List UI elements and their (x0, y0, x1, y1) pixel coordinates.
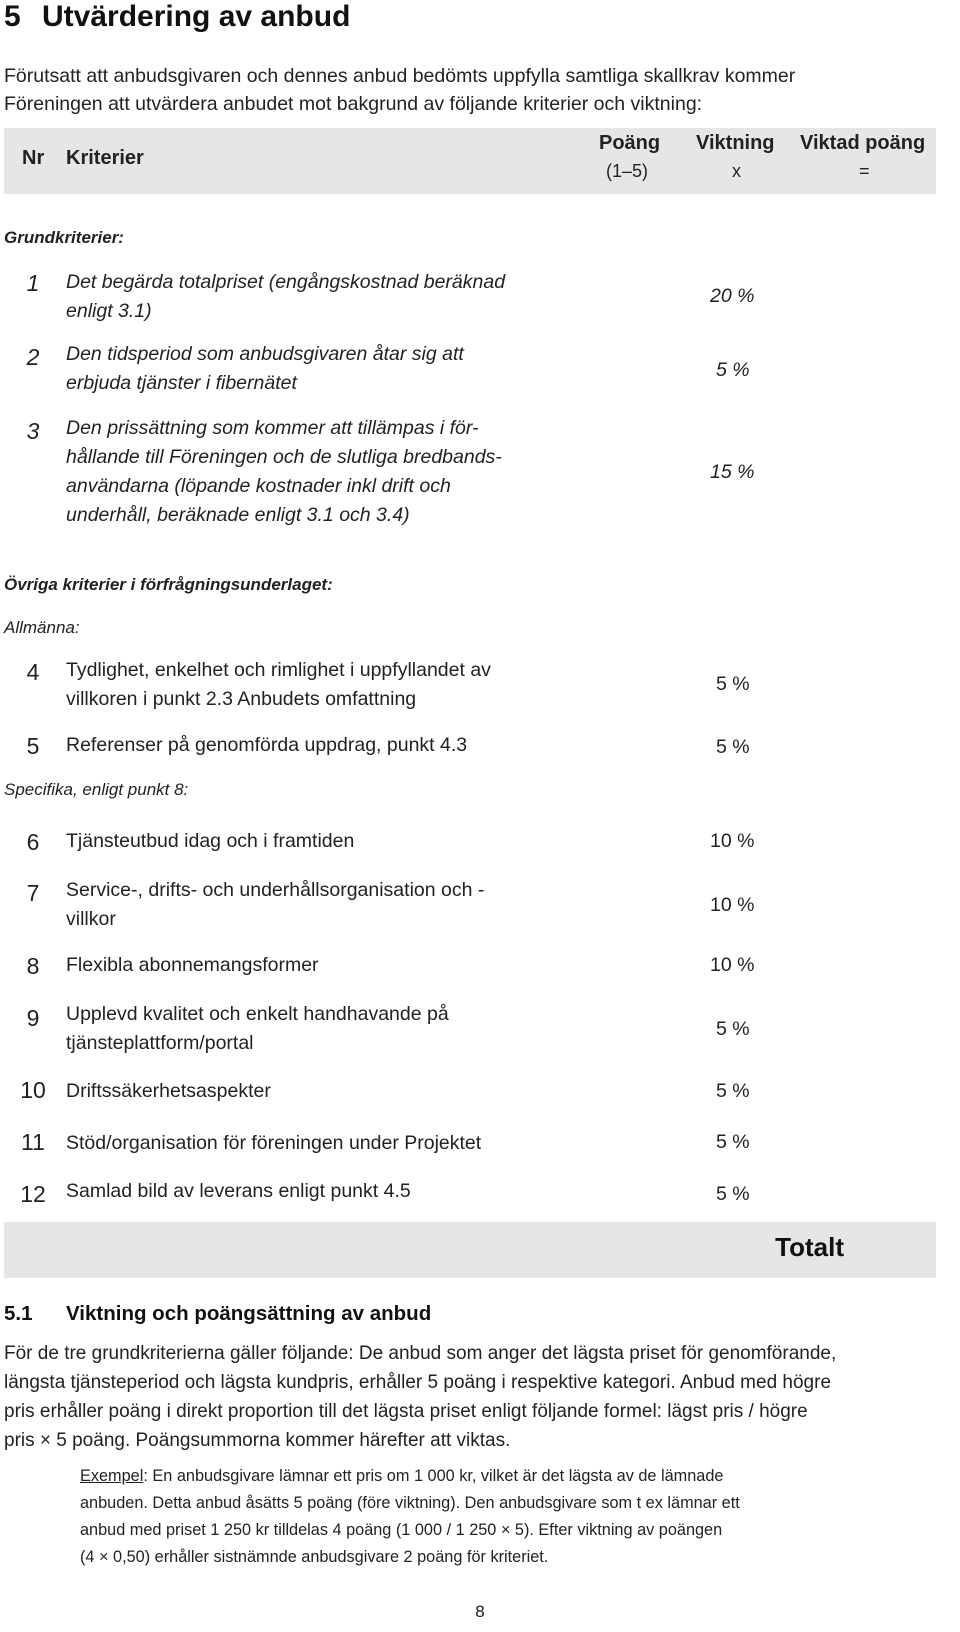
heading-number: 5 (4, 0, 21, 33)
criterion-line: Det begärda totalpriset (engångskostnad beräknad (66, 271, 506, 293)
total-row (4, 1222, 936, 1278)
row-criterion (66, 827, 354, 856)
criterion-line: Service-, drifts- och underhållsorganisation och - (66, 879, 485, 901)
header-weight-symbol: x (732, 161, 741, 181)
row-weight: 10 % (710, 894, 755, 916)
example-text: : En anbudsgivare lämnar ett pris om 1 000 kr, vilket är det lägsta av de lämnade (143, 1467, 724, 1485)
table-header (4, 128, 936, 194)
example-label: Exempel (80, 1467, 144, 1485)
section-general: Allmänna: (4, 618, 80, 637)
row-weight: 15 % (710, 461, 755, 483)
row-number: 10 (20, 1077, 46, 1103)
row-number: 6 (26, 829, 40, 855)
page-number: 8 (475, 1602, 485, 1621)
row-criterion (66, 268, 505, 326)
row-criterion (66, 1129, 481, 1158)
row-criterion (66, 1000, 449, 1058)
criterion-line: hållande till Föreningen och de slutliga bredbands- (66, 446, 502, 468)
row-criterion (66, 876, 484, 934)
section-basic-criteria: Grundkriterier: (4, 228, 124, 247)
criterion-line: tjänsteplattform/portal (66, 1032, 254, 1054)
header-criteria: Kriterier (66, 147, 144, 169)
criterion-line: Stöd/organisation för föreningen under Projektet (66, 1132, 482, 1154)
row-number: 8 (26, 953, 40, 979)
intro-paragraph (4, 62, 795, 118)
example-line (80, 1463, 900, 1490)
row-weight: 20 % (710, 285, 755, 307)
row-number: 9 (26, 1005, 40, 1031)
row-criterion (66, 1177, 411, 1206)
criterion-line: Tydlighet, enkelhet och rimlighet i uppfyllandet av (66, 659, 491, 681)
criterion-line: villkoren i punkt 2.3 Anbudets omfattning (66, 688, 417, 710)
row-criterion (66, 656, 491, 714)
row-number: 11 (21, 1129, 45, 1155)
paragraph-line: pris erhåller poäng i direkt proportion till det lägsta priset enligt följande formel: lägst pris / högre (4, 1401, 808, 1422)
subheading-number: 5.1 (4, 1302, 33, 1325)
criterion-line: enligt 3.1) (66, 300, 152, 322)
section-specific: Specifika, enligt punkt 8: (4, 780, 189, 799)
example-line: anbuden. Detta anbud åsätts 5 poäng (före viktning). Den anbudsgivare som t ex lämnar ett (80, 1494, 740, 1512)
row-weight: 5 % (716, 359, 750, 381)
section-other-criteria: Övriga kriterier i förfrågningsunderlaget: (4, 575, 333, 594)
subheading-title: Viktning och poängsättning av anbud (66, 1302, 432, 1325)
row-number: 5 (26, 733, 40, 759)
header-points-range: (1–5) (606, 161, 649, 181)
row-number: 4 (26, 659, 40, 685)
criterion-line: Tjänsteutbud idag och i framtiden (66, 830, 355, 852)
criterion-line: villkor (66, 908, 116, 930)
header-weight: Viktning (696, 132, 775, 154)
paragraph-line: pris × 5 poäng. Poängsummorna kommer härefter att viktas. (4, 1430, 511, 1451)
row-number: 7 (26, 880, 40, 906)
row-criterion (66, 1077, 271, 1106)
intro-line: Föreningen att utvärdera anbudet mot bakgrund av följande kriterier och viktning: (4, 93, 703, 115)
row-weight: 5 % (716, 736, 750, 758)
criterion-line: underhåll, beräknade enligt 3.1 och 3.4) (66, 504, 410, 526)
header-nr: Nr (22, 147, 45, 169)
row-weight: 5 % (716, 1080, 750, 1102)
page-heading (4, 0, 350, 34)
total-label: Totalt (775, 1232, 844, 1262)
criterion-line: Den prissättning som kommer att tillämpas i för- (66, 417, 479, 439)
row-criterion (66, 951, 319, 980)
criterion-line: användarna (löpande kostnader inkl drift och (66, 475, 451, 497)
paragraph-line: längsta tjänsteperiod och lägsta kundpris, erhåller 5 poäng i respektive kategori. Anbud med högre (4, 1372, 832, 1393)
criterion-line: erbjuda tjänster i fibernätet (66, 372, 297, 394)
row-number: 1 (26, 270, 40, 296)
criterion-line: Referenser på genomförda uppdrag, punkt 4.3 (66, 734, 468, 756)
header-weighted-symbol: = (859, 161, 870, 181)
paragraph-line: För de tre grundkriterierna gäller följande: De anbud som anger det lägsta priset för genomförande, (4, 1343, 837, 1364)
row-number: 3 (26, 418, 40, 444)
row-number: 12 (20, 1181, 46, 1207)
row-weight: 5 % (716, 1018, 750, 1040)
criterion-line: Driftssäkerhetsaspekter (66, 1080, 271, 1102)
example-line: anbud med priset 1 250 kr tilldelas 4 poäng (1 000 / 1 250 × 5). Efter viktning av poängen (80, 1521, 723, 1539)
row-criterion (66, 414, 502, 530)
heading-title: Utvärdering av anbud (42, 0, 351, 33)
intro-line: Förutsatt att anbudsgivaren och dennes anbud bedömts uppfylla samtliga skallkrav kommer (4, 65, 796, 87)
criterion-line: Den tidsperiod som anbudsgivaren åtar sig att (66, 343, 464, 365)
row-weight: 10 % (710, 954, 755, 976)
criterion-line: Upplevd kvalitet och enkelt handhavande på (66, 1003, 449, 1025)
example-line: (4 × 0,50) erhåller sistnämnde anbudsgivare 2 poäng för kriteriet. (80, 1548, 549, 1566)
row-criterion (66, 340, 464, 398)
header-points: Poäng (599, 132, 661, 154)
row-weight: 5 % (716, 673, 750, 695)
row-weight: 5 % (716, 1131, 750, 1153)
row-number: 2 (26, 344, 40, 370)
row-weight: 10 % (710, 830, 755, 852)
row-weight: 5 % (716, 1183, 750, 1205)
body-paragraph (4, 1339, 956, 1455)
row-criterion (66, 731, 467, 760)
criterion-line: Flexibla abonnemangsformer (66, 954, 319, 976)
criterion-line: Samlad bild av leverans enligt punkt 4.5 (66, 1180, 411, 1202)
header-weighted-points: Viktad poäng (800, 132, 926, 154)
example-block (80, 1463, 900, 1571)
subheading (4, 1302, 431, 1326)
